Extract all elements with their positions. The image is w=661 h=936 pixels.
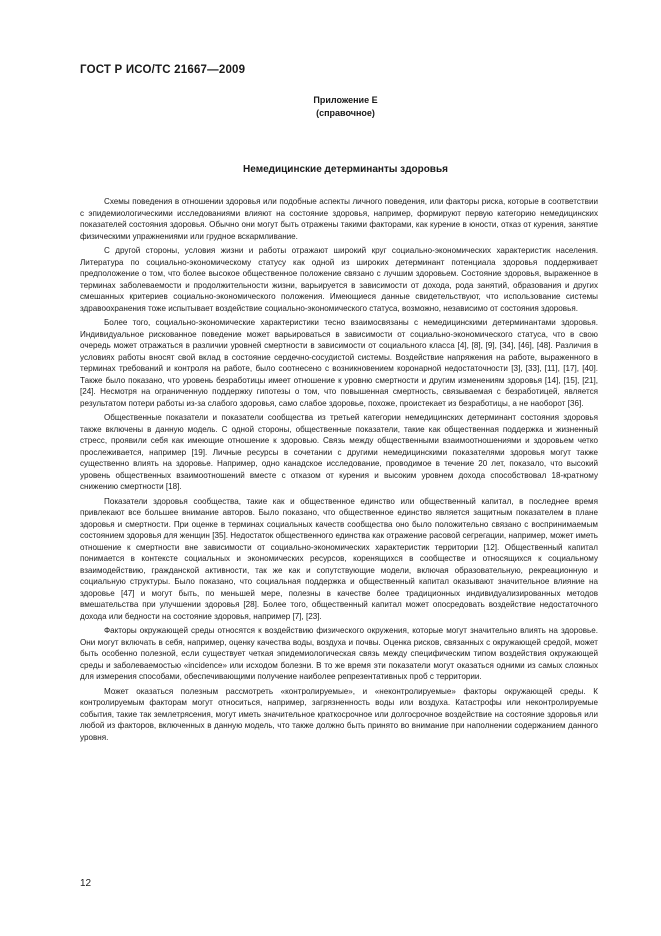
document-code-header: ГОСТ Р ИСО/ТС 21667—2009 <box>80 64 246 76</box>
annex-heading <box>0 94 661 120</box>
paragraph: Более того, социально-экономические характеристики тесно взаимосвязаны с немедицинскими детерминантами здоровья. Индивидуальное рискованное поведение может варьироваться в зависимости от социально-экономического статуса, что в свою очередь может отражаться в различии уровней смертности в зависимости от социального класса [4], [8], [9], [34], [46], [48]. Различия в условиях работы вносят свой вклад в состояние сердечно-сосудистой системы. Воздействие напряжения на работе, выраженного в терминах требований и контроля на работе, было соотнесено с возникновением коронарной недостаточности [3], [33], [11], [17], [40]. Также было показано, что уровень безработицы имеет отношение к уровню смертности и другим изменениям здоровья [14], [15], [21], [24]. Несмотря на ограниченную поддержку гипотезы о том, что повышенная смертность, связываемая с безработицей, является результатом потери работы из-за слабого здоровья, само слабое здоровье, похоже, проистекает из безработицы, а не наоборот [36]. <box>80 318 598 408</box>
page-number: 12 <box>80 878 92 889</box>
paragraph: Факторы окружающей среды относятся к воздействию физического окружения, которые могут значительно влиять на здоровье. Они могут включать в себя, например, оценку качества воды, воздуха и почвы. Оценка рисков, связанных с окружающей средой, может быть особенно полезной, если существует четкая эпидемиологическая связь между специфическим типом воздействия окружающей среды и заболеваемостью «incidence» или исходом болезни. В то же время эти показатели могут оказаться одними из самых сложных для измерения способами, обеспечивающими получение наиболее репрезентативных проб с территории. <box>80 626 598 681</box>
annex-label: Приложение Е <box>313 95 378 105</box>
paragraph: С другой стороны, условия жизни и работы отражают широкий круг социально-экономических характеристик населения. Литература по социально-экономическому статусу как одной из широких детерминант потенциала здоровья поддерживает предположение о том, что более высокое общественное положение связано с лучшим здоровьем. Состояние здоровья, выраженное в терминах заболеваемости и продолжительности жизни, варьируется в зависимости от дохода, рода занятий, образования и других смешанных критериев социально-экономического положения. Имеющиеся данные свидетельствуют, что использование системы здравоохранения тоже испытывает воздействие социально-экономического статуса, возможно, независимо от состояния здоровья. <box>80 246 598 313</box>
paragraph: Может оказаться полезным рассмотреть «контролируемые», и «неконтролируемые» факторы окружающей среды. К контролируемым факторам могут относиться, например, загрязненность воды или воздуха. Катастрофы или неконтролируемые события, такие так землетрясения, могут иметь значительное краткосрочное или долгосрочное воздействие на состояние здоровья или любой из факторов, включенных в данную модель, что также должно быть принято во внимание при наполнении содержанием данного уровня. <box>80 686 598 742</box>
annex-type: (справочное) <box>316 108 375 118</box>
paragraph: Показатели здоровья сообщества, такие как и общественное единство или общественный капитал, в последнее время привлекают все большее внимание авторов. Было показано, что общественное единство является защитным показателем в плане здоровья и смертности. При оценке в терминах социальных качеств сообщества оно было положительно связано с воспринимаемым состоянием здоровья для женщин [35]. Недостаток общественного единства как отражение расовой сегрегации, например, может иметь отношение к смертности вне зависимости от социально-экономических характеристик территории [12]. Общественный капитал понимается в контексте социальных и экономических ресурсов, коренящихся в сообществе и относящихся к социальному взаимодействию, гражданской активности, так же как и сопутствующие модели, включая образовательную, рекреационную и социальную структуры. Было показано, что социальная поддержка и общественный капитал оказывают значительное влияние на здоровье [47] и могут быть, по меньшей мере, полезны в качестве более традиционных индивидуализированных методов вмешательства при улучшении здоровья [28]. Более того, общественный капитал может опосредовать воздействие недостаточного дохода или бедности на состояние здоровья, например [7], [23]. <box>80 496 598 621</box>
paragraph: Общественные показатели и показатели сообщества из третьей категории немедицинских детерминант состояния здоровья также включены в данную модель. С одной стороны, общественные показатели, такие как общественная поддержка и жизненный стресс, проявили себя как имеющие отношение к здоровью. Связь между общественными взаимоотношениями и здоровьем четко прослеживается, например [19]. Личные ресурсы в сочетании с другими немедицинскими показателями здоровья могут также существенно влиять на здоровье. Например, одно канадское исследование, проводимое в течение 20 лет, показало, что высокий уровень общественных взаимоотношений вместе с отказом от курения и высоким уровнем дохода способствовал 18-кратному снижению смертности [18]. <box>80 413 598 491</box>
section-title: Немедицинские детерминанты здоровья <box>243 164 448 175</box>
paragraph: Схемы поведения в отношении здоровья или подобные аспекты личного поведения, или факторы риска, которые в соответствии с эпидемиологическими исследованиями влияют на состояние здоровья, например, формируют первую категорию немедицинских показателей состояния здоровья. Обычно они могут быть отражены такими факторами, как курение в юности, отказ от курения, занятие физическими упражнениями или грудное вскармливание. <box>80 197 598 241</box>
body-text <box>80 196 598 746</box>
